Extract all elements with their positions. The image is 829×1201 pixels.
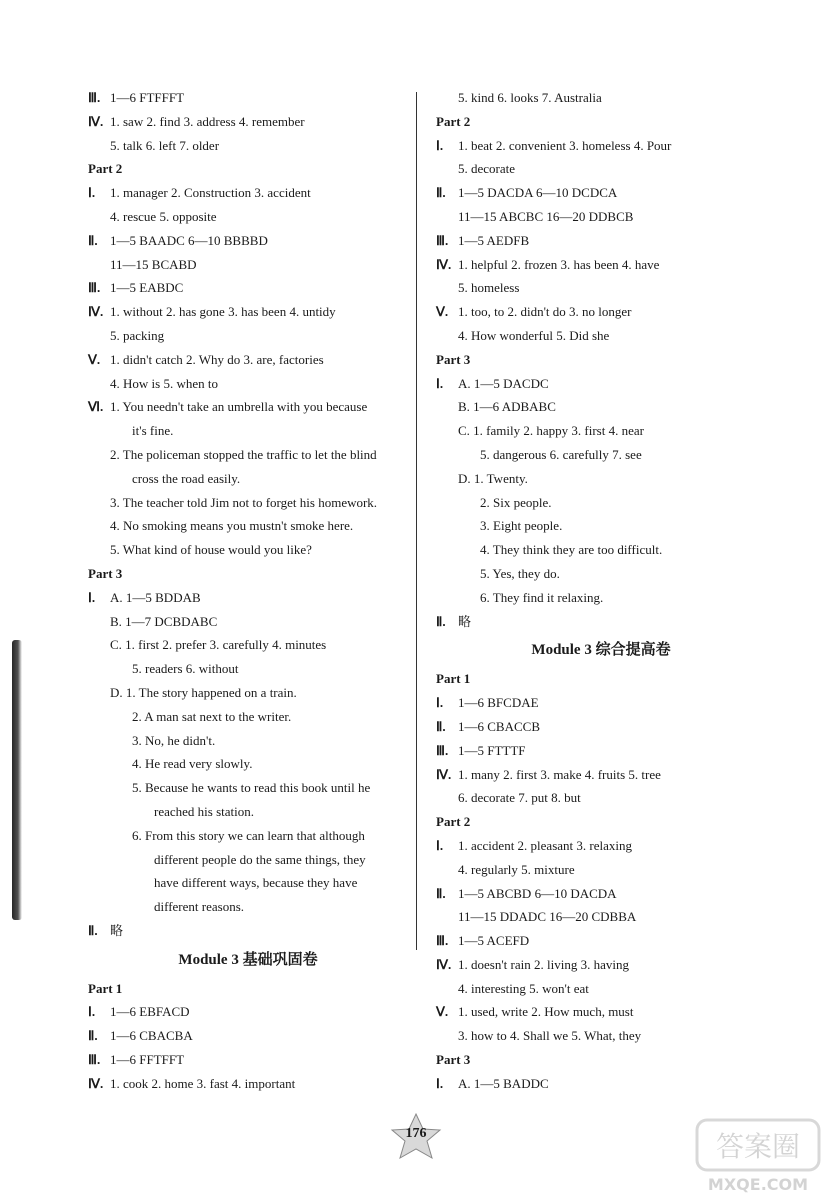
answer-text: 1. doesn't rain 2. living 3. having: [458, 956, 629, 972]
answer-item: [88, 300, 408, 324]
section-numeral: Ⅰ.: [88, 589, 96, 605]
right-answer-column: [436, 86, 766, 1096]
answer-continuation: 2. A man sat next to the writer.: [132, 708, 292, 724]
answer-text: 1. beat 2. convenient 3. homeless 4. Pour: [458, 137, 672, 153]
section-numeral: Ⅰ.: [436, 837, 444, 853]
answer-text: A. 1—5 BDDAB: [110, 589, 201, 605]
answer-continuation: B. 1—6 ADBABC: [458, 399, 556, 415]
part-heading: Part 3: [436, 1052, 471, 1068]
watermark-logo: [693, 1114, 823, 1196]
part-heading: Part 2: [436, 113, 471, 129]
section-numeral: Ⅲ.: [88, 1052, 101, 1068]
section-numeral: Ⅳ.: [436, 256, 452, 272]
answer-continuation: 3. Eight people.: [480, 518, 563, 534]
section-numeral: Ⅳ.: [436, 766, 452, 782]
answer-continuation: 4. No smoking means you mustn't smoke here.: [110, 518, 354, 534]
answer-text: 1—5 AEDFB: [458, 232, 530, 248]
section-numeral: Ⅳ.: [88, 1075, 104, 1091]
answer-text: 1—5 EABDC: [110, 280, 184, 296]
answer-text: 1—6 FFTFFT: [110, 1052, 185, 1068]
section-numeral: Ⅰ.: [436, 1075, 444, 1091]
answer-continuation: 4. He read very slowly.: [132, 756, 253, 772]
answer-item: [436, 300, 766, 324]
answer-continuation: cross the road easily.: [132, 470, 241, 486]
answer-text: 略: [110, 922, 124, 938]
answer-item: [436, 1000, 766, 1024]
answer-text: 1. manager 2. Construction 3. accident: [110, 185, 311, 201]
section-numeral: Ⅲ.: [88, 280, 101, 296]
answer-continuation: it's fine.: [132, 423, 174, 439]
answer-text: 1. used, write 2. How much, must: [458, 1004, 634, 1020]
section-numeral: Ⅱ.: [436, 718, 446, 734]
section-numeral: Ⅱ.: [436, 613, 446, 629]
answer-item: [88, 86, 408, 110]
section-numeral: Ⅱ.: [88, 232, 98, 248]
answer-text: 1—5 DACDA 6—10 DCDCA: [458, 185, 618, 201]
answer-text: 1. You needn't take an umbrella with you because: [110, 399, 368, 415]
answer-continuation: 5. homeless: [458, 280, 520, 296]
section-numeral: Ⅰ.: [436, 695, 444, 711]
answer-continuation: 5. decorate: [458, 161, 516, 177]
answer-continuation: 5. packing: [110, 327, 165, 343]
answer-continuation: 5. Yes, they do.: [480, 565, 560, 581]
answer-text: 1. didn't catch 2. Why do 3. are, factories: [110, 351, 324, 367]
answer-continuation: 4. They think they are too difficult.: [480, 542, 663, 558]
section-numeral: Ⅰ.: [436, 375, 444, 391]
answer-text: 1—6 EBFACD: [110, 1004, 190, 1020]
answer-continuation: 4. rescue 5. opposite: [110, 208, 217, 224]
watermark-text: 答案圈: [715, 1130, 801, 1163]
answer-item: [436, 229, 766, 253]
answer-item: [88, 181, 408, 205]
answer-continuation: different people do the same things, they: [154, 851, 366, 867]
answer-continuation: 5. talk 6. left 7. older: [110, 137, 220, 153]
answer-continuation: C. 1. family 2. happy 3. first 4. near: [458, 423, 644, 439]
answer-item: [436, 739, 766, 763]
answer-continuation: 5. Because he wants to read this book until he: [132, 780, 371, 796]
module-heading: Module 3 基础巩固卷: [178, 951, 318, 968]
part-heading: Part 1: [88, 980, 123, 996]
answer-text: 1. saw 2. find 3. address 4. remember: [110, 113, 305, 129]
section-numeral: Ⅳ.: [88, 304, 104, 320]
section-numeral: Ⅱ.: [436, 185, 446, 201]
section-numeral: Ⅵ.: [88, 399, 104, 415]
answer-item: [436, 1072, 766, 1096]
answer-text: 1—6 FTFFFT: [110, 90, 185, 105]
section-numeral: Ⅴ.: [88, 351, 101, 367]
answer-item: [436, 134, 766, 158]
section-numeral: Ⅱ.: [88, 922, 98, 938]
part-heading: Part 3: [88, 565, 123, 581]
answer-text: 1. helpful 2. frozen 3. has been 4. have: [458, 256, 660, 272]
answer-item: [88, 395, 408, 419]
answer-text: 1. many 2. first 3. make 4. fruits 5. tree: [458, 766, 661, 782]
section-numeral: Ⅲ.: [436, 933, 449, 949]
answer-item: [88, 1024, 408, 1048]
answer-item: [436, 181, 766, 205]
answer-continuation: 6. From this story we can learn that although: [132, 827, 365, 843]
answer-continuation: 6. decorate 7. put 8. but: [458, 790, 581, 806]
answer-text: 1—5 FTTTF: [458, 742, 526, 758]
answer-item: [88, 110, 408, 134]
answer-continuation: 4. How is 5. when to: [110, 375, 218, 391]
answer-item: [436, 715, 766, 739]
section-numeral: Ⅲ.: [436, 742, 449, 758]
section-numeral: Ⅰ.: [88, 185, 96, 201]
answer-text: 1. accident 2. pleasant 3. relaxing: [458, 837, 632, 853]
section-numeral: Ⅲ.: [436, 232, 449, 248]
answer-text: A. 1—5 BADDC: [458, 1075, 549, 1091]
section-numeral: Ⅱ.: [436, 885, 446, 901]
section-numeral: Ⅰ.: [88, 1004, 96, 1020]
answer-continuation: 2. Six people.: [480, 494, 552, 510]
answer-item: [436, 372, 766, 396]
section-numeral: Ⅱ.: [88, 1028, 98, 1044]
answer-text: 1. without 2. has gone 3. has been 4. untidy: [110, 304, 336, 320]
answer-item: [436, 763, 766, 787]
page-number: 176: [405, 1126, 427, 1141]
answer-continuation: 6. They find it relaxing.: [480, 589, 604, 605]
section-numeral: Ⅳ.: [88, 113, 104, 129]
answer-continuation: 5. kind 6. looks 7. Australia: [458, 90, 602, 105]
section-numeral: Ⅰ.: [436, 137, 444, 153]
answer-continuation: reached his station.: [154, 803, 254, 819]
answer-item: [436, 953, 766, 977]
section-numeral: Ⅳ.: [436, 956, 452, 972]
part-heading: Part 2: [88, 161, 123, 177]
section-numeral: Ⅴ.: [436, 1004, 449, 1020]
answer-continuation: 4. interesting 5. won't eat: [458, 980, 589, 996]
answer-continuation: 3. No, he didn't.: [132, 732, 216, 748]
left-answer-column: [88, 86, 408, 1096]
answer-item: [88, 276, 408, 300]
answer-continuation: 5. readers 6. without: [132, 661, 239, 677]
column-divider: [416, 92, 417, 950]
answer-item: [436, 253, 766, 277]
answer-continuation: have different ways, because they have: [154, 875, 358, 891]
section-numeral: Ⅴ.: [436, 304, 449, 320]
answer-text: 1—5 ABCBD 6—10 DACDA: [458, 885, 617, 901]
answer-continuation: 5. What kind of house would you like?: [110, 542, 312, 558]
answer-item: [436, 929, 766, 953]
answer-item: [436, 691, 766, 715]
answer-text: 1. cook 2. home 3. fast 4. important: [110, 1075, 296, 1091]
answer-text: 1—5 ACEFD: [458, 933, 530, 949]
answer-text: 1—6 CBACBA: [110, 1028, 193, 1044]
answer-continuation: 11—15 ABCBC 16—20 DDBCB: [458, 208, 634, 224]
answer-continuation: B. 1—7 DCBDABC: [110, 613, 218, 629]
answer-continuation: C. 1. first 2. prefer 3. carefully 4. minutes: [110, 637, 327, 653]
answer-continuation: 2. The policeman stopped the traffic to let the blind: [110, 446, 377, 462]
answer-continuation: 4. regularly 5. mixture: [458, 861, 575, 877]
answer-item: [88, 229, 408, 253]
answer-item: [88, 1000, 408, 1024]
section-numeral: Ⅲ.: [88, 90, 101, 105]
answer-item: [88, 1072, 408, 1096]
scan-edge-shadow: [12, 640, 22, 920]
answer-continuation: 11—15 DDADC 16—20 CDBBA: [458, 909, 637, 925]
answer-continuation: 4. How wonderful 5. Did she: [458, 327, 610, 343]
answer-continuation: 11—15 BCABD: [110, 256, 197, 272]
answer-continuation: D. 1. Twenty.: [458, 470, 528, 486]
part-heading: Part 2: [436, 814, 471, 830]
answer-text: A. 1—5 DACDC: [458, 375, 549, 391]
watermark-url: MXQE.COM: [707, 1175, 809, 1194]
answer-item: [88, 586, 408, 610]
answer-item: [88, 348, 408, 372]
answer-continuation: D. 1. The story happened on a train.: [110, 684, 297, 700]
part-heading: Part 3: [436, 351, 471, 367]
module-heading: Module 3 综合提高卷: [531, 642, 671, 659]
answer-continuation: different reasons.: [154, 899, 245, 915]
answer-text: 1—6 CBACCB: [458, 718, 540, 734]
answer-item: [436, 610, 766, 634]
answer-continuation: 3. how to 4. Shall we 5. What, they: [458, 1028, 642, 1044]
answer-text: 1—5 BAADC 6—10 BBBBD: [110, 232, 268, 248]
answer-text: 1. too, to 2. didn't do 3. no longer: [458, 304, 632, 320]
answer-item: [88, 1048, 408, 1072]
answer-text: 1—6 BFCDAE: [458, 695, 539, 711]
answer-text: 略: [458, 613, 472, 629]
answer-item: [436, 882, 766, 906]
page-number-badge: [386, 1112, 446, 1162]
answer-continuation: 5. dangerous 6. carefully 7. see: [480, 446, 642, 462]
answer-item: [436, 834, 766, 858]
answer-continuation: 3. The teacher told Jim not to forget his homework.: [110, 494, 378, 510]
part-heading: Part 1: [436, 671, 471, 687]
answer-item: [88, 919, 408, 943]
